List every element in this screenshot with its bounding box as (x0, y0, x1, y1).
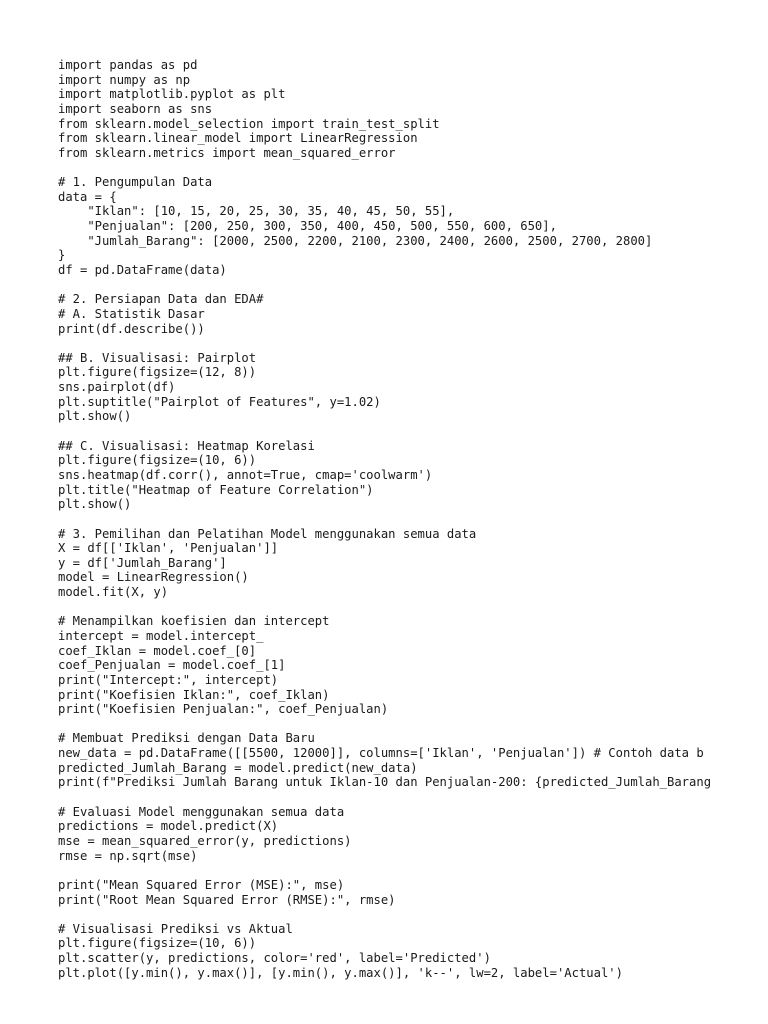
code-line: model.fit(X, y) (58, 585, 169, 600)
code-line: # 2. Persiapan Data dan EDA# (58, 292, 264, 307)
code-line: import matplotlib.pyplot as plt (58, 87, 286, 102)
code-line: # 3. Pemilihan dan Pelatihan Model menggunakan semua data (58, 526, 477, 541)
code-line: plt.scatter(y, predictions, color='red', label='Predicted') (58, 951, 491, 966)
code-line: data = { (58, 189, 117, 204)
code-line: import pandas as pd (58, 58, 198, 72)
code-line: print(f"Prediksi Jumlah Barang untuk Iklan-10 dan Penjualan-200: {predicted_Jumlah_Barang (58, 775, 712, 790)
code-line: plt.show() (58, 497, 132, 512)
blank-line (58, 424, 720, 439)
code-line: print("Mean Squared Error (MSE):", mse) (58, 877, 345, 892)
code-line: plt.figure(figsize=(10, 6)) (58, 936, 257, 951)
code-line: coef_Penjualan = model.coef_[1] (58, 658, 286, 673)
code-line: plt.suptitle("Pairplot of Features", y=1.02) (58, 394, 381, 409)
blank-line (58, 160, 720, 175)
code-line: plt.figure(figsize=(10, 6)) (58, 453, 257, 468)
code-line: y = df['Jumlah_Barang'] (58, 555, 227, 570)
code-line: print("Koefisien Iklan:", coef_Iklan) (58, 687, 330, 702)
code-line: print("Intercept:", intercept) (58, 672, 279, 687)
code-line: ## C. Visualisasi: Heatmap Korelasi (58, 438, 315, 453)
code-line: # 1. Pengumpulan Data (58, 175, 213, 190)
code-line: } (58, 248, 66, 263)
blank-line (58, 717, 720, 732)
blank-line (58, 336, 720, 351)
code-line: model = LinearRegression() (58, 570, 249, 585)
code-line: plt.title("Heatmap of Feature Correlation") (58, 482, 374, 497)
code-line: # A. Statistik Dasar (58, 306, 205, 321)
code-line: coef_Iklan = model.coef_[0] (58, 643, 257, 658)
code-line: X = df[['Iklan', 'Penjualan']] (58, 541, 279, 556)
code-line: new_data = pd.DataFrame([[5500, 12000]], columns=['Iklan', 'Penjualan']) # Contoh data b (58, 746, 704, 761)
code-line: # Visualisasi Prediksi vs Aktual (58, 921, 293, 936)
code-line: ## B. Visualisasi: Pairplot (58, 350, 257, 365)
code-line: from sklearn.metrics import mean_squared_error (58, 145, 396, 160)
code-line: plt.plot([y.min(), y.max()], [y.min(), y.max()], 'k--', lw=2, label='Actual') (58, 965, 623, 980)
code-line: mse = mean_squared_error(y, predictions) (58, 833, 352, 848)
code-line: print("Koefisien Penjualan:", coef_Penjualan) (58, 702, 389, 717)
code-line: # Evaluasi Model menggunakan semua data (58, 804, 345, 819)
code-line: sns.heatmap(df.corr(), annot=True, cmap='coolwarm') (58, 467, 433, 482)
code-line: # Membuat Prediksi dengan Data Baru (58, 731, 315, 746)
code-line: import numpy as np (58, 72, 191, 87)
code-line: print(df.describe()) (58, 321, 205, 336)
code-line: print("Root Mean Squared Error (RMSE):", rmse) (58, 892, 396, 907)
code-line: from sklearn.linear_model import LinearRegression (58, 131, 418, 146)
blank-line (58, 278, 720, 293)
code-line: import seaborn as sns (58, 101, 213, 116)
blank-line (58, 863, 720, 878)
code-line: df = pd.DataFrame(data) (58, 262, 227, 277)
code-line: intercept = model.intercept_ (58, 628, 264, 643)
code-line: plt.figure(figsize=(12, 8)) (58, 365, 257, 380)
code-line: # Menampilkan koefisien dan intercept (58, 614, 330, 629)
code-line: "Jumlah_Barang": [2000, 2500, 2200, 2100, 2300, 2400, 2600, 2500, 2700, 2800] (58, 233, 653, 248)
code-line: from sklearn.model_selection import train_test_split (58, 116, 440, 131)
blank-line (58, 790, 720, 805)
code-line: "Iklan": [10, 15, 20, 25, 30, 35, 40, 45, 50, 55], (58, 204, 455, 219)
blank-line (58, 512, 720, 527)
code-line: predictions = model.predict(X) (58, 819, 279, 834)
code-line: "Penjualan": [200, 250, 300, 350, 400, 450, 500, 550, 600, 650], (58, 219, 557, 234)
code-line: sns.pairplot(df) (58, 380, 176, 395)
code-line: predicted_Jumlah_Barang = model.predict(new_data) (58, 760, 418, 775)
code-line: plt.show() (58, 409, 132, 424)
blank-line (58, 600, 720, 615)
code-block (58, 58, 720, 980)
blank-line (58, 907, 720, 922)
code-line: rmse = np.sqrt(mse) (58, 848, 198, 863)
